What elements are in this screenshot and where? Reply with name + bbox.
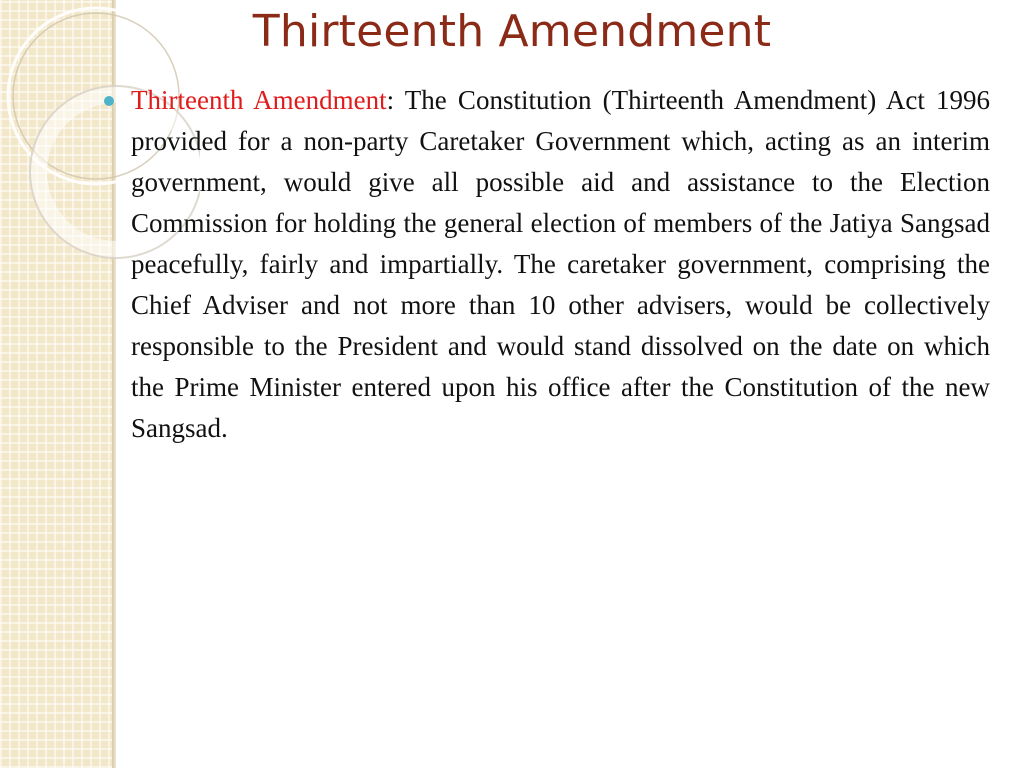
bullet-dot-icon (104, 96, 114, 106)
bullet-term: Thirteenth Amendment (131, 85, 387, 115)
bullet-item (104, 80, 990, 449)
bullet-text: The Constitution (Thirteenth Amendment) Act 1996 provided for a non-party Caretaker Government which, acting as an interim government, would give all possible aid and assistance to the Election Commission for holding the general election of members of the Jatiya Sangsad peacefully, fairly and impartially. The caretaker government, comprising the Chief Adviser and not more than 10 other advisers, would be collectively responsible to the President and would stand dissolved on the date on which the Prime Minister entered upon his office after the Constitution of the new Sangsad. (131, 85, 991, 443)
bullet-paragraph (131, 80, 990, 449)
slide-title: Thirteenth Amendment (252, 6, 772, 57)
bullet-separator: : (386, 85, 395, 115)
slide-body (104, 80, 990, 449)
